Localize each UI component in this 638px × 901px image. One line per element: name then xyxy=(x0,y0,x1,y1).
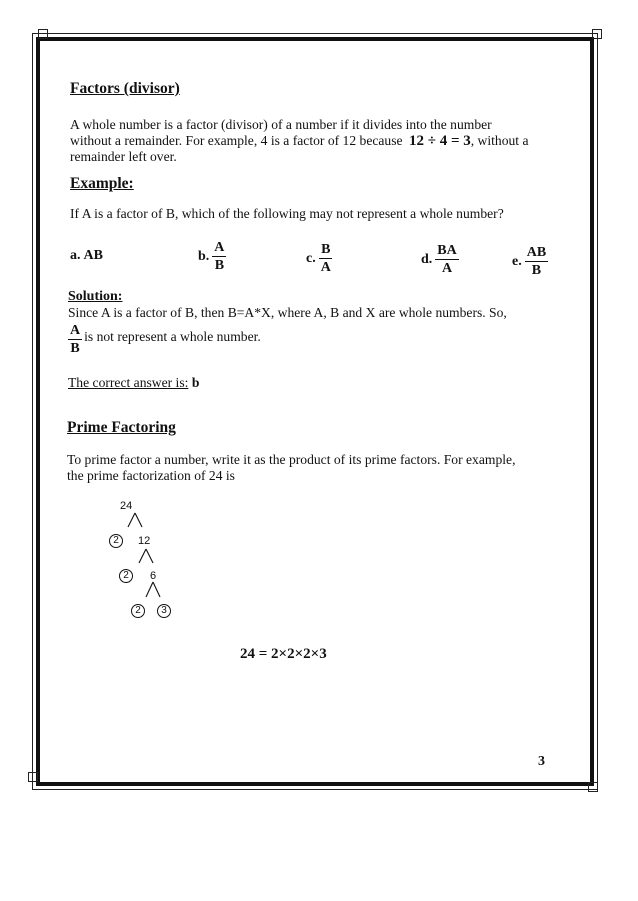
factor-tree-lines xyxy=(100,498,190,628)
factors-equation: 12 ÷ 4 = 3 xyxy=(408,133,471,149)
border-corner-top-left xyxy=(38,29,48,39)
solution-heading: Solution: xyxy=(68,289,123,304)
prime-line-2: the prime factorization of 24 is xyxy=(67,468,235,483)
tree-prime-4: 3 xyxy=(157,604,171,618)
option-e-numerator: AB xyxy=(526,245,547,260)
option-d-numerator: BA xyxy=(437,243,457,258)
border-corner-bottom-left xyxy=(28,772,38,782)
example-question: If A is a factor of B, which of the following may not represent a whole number? xyxy=(70,206,504,221)
factors-line-1: A whole number is a factor (divisor) of a number if it divides into the number xyxy=(70,117,492,132)
option-b-denominator: B xyxy=(214,258,225,273)
factors-line-3: remainder left over. xyxy=(70,149,177,164)
option-e-label: e. xyxy=(512,253,522,269)
border-corner-bottom-right xyxy=(588,782,598,792)
option-a-label: a. xyxy=(70,248,81,263)
correct-answer xyxy=(68,375,199,391)
option-a xyxy=(70,248,103,264)
tree-prime-2: 2 xyxy=(119,569,133,583)
option-d-label: d. xyxy=(421,251,433,267)
option-a-value: AB xyxy=(83,248,103,263)
correct-answer-label: The correct answer is: xyxy=(68,375,189,390)
factors-definition xyxy=(70,117,570,165)
solution-fraction-numerator: A xyxy=(70,323,81,338)
option-c-fraction xyxy=(319,242,333,275)
tree-composite-6: 6 xyxy=(150,570,157,582)
factors-line-2 xyxy=(70,133,570,149)
example-heading: Example: xyxy=(70,175,134,192)
correct-answer-value: b xyxy=(191,375,200,390)
option-e-fraction xyxy=(525,245,548,278)
solution-fraction xyxy=(68,323,82,356)
option-c-label: c. xyxy=(306,250,316,266)
solution-line-2 xyxy=(68,323,261,356)
option-b xyxy=(198,240,226,273)
prime-factoring-heading: Prime Factoring xyxy=(67,419,176,436)
page-number: 3 xyxy=(538,754,545,769)
prime-factorization-equation: 24 = 2×2×2×3 xyxy=(240,646,327,662)
option-d-fraction xyxy=(435,243,458,276)
option-d xyxy=(421,243,459,276)
prime-line-1: To prime factor a number, write it as the product of its prime factors. For example, xyxy=(67,452,516,467)
solution-fraction-denominator: B xyxy=(70,341,80,356)
option-b-fraction xyxy=(212,240,226,273)
factors-heading: Factors (divisor) xyxy=(70,80,180,97)
solution-line-1: Since A is a factor of B, then B=A*X, where A, B and X are whole numbers. So, xyxy=(68,305,507,320)
tree-root: 24 xyxy=(120,500,133,512)
option-c xyxy=(306,242,333,275)
factor-tree xyxy=(100,498,190,628)
option-d-denominator: A xyxy=(441,261,453,276)
option-b-numerator: A xyxy=(214,240,225,255)
prime-factoring-text xyxy=(67,452,567,484)
factors-line-2-tail: , without a xyxy=(470,133,529,148)
border-corner-top-right xyxy=(592,29,602,39)
solution-line-2-text: is not represent a whole number. xyxy=(84,328,261,344)
option-e-denominator: B xyxy=(531,263,542,278)
tree-composite-12: 12 xyxy=(138,535,151,547)
tree-prime-3: 2 xyxy=(131,604,145,618)
option-c-numerator: B xyxy=(321,242,331,257)
option-c-denominator: A xyxy=(320,260,331,275)
tree-prime-1: 2 xyxy=(109,534,123,548)
factors-line-2-text: without a remainder. For example, 4 is a factor of 12 because xyxy=(70,133,403,148)
option-e xyxy=(512,245,548,278)
option-b-label: b. xyxy=(198,248,210,264)
